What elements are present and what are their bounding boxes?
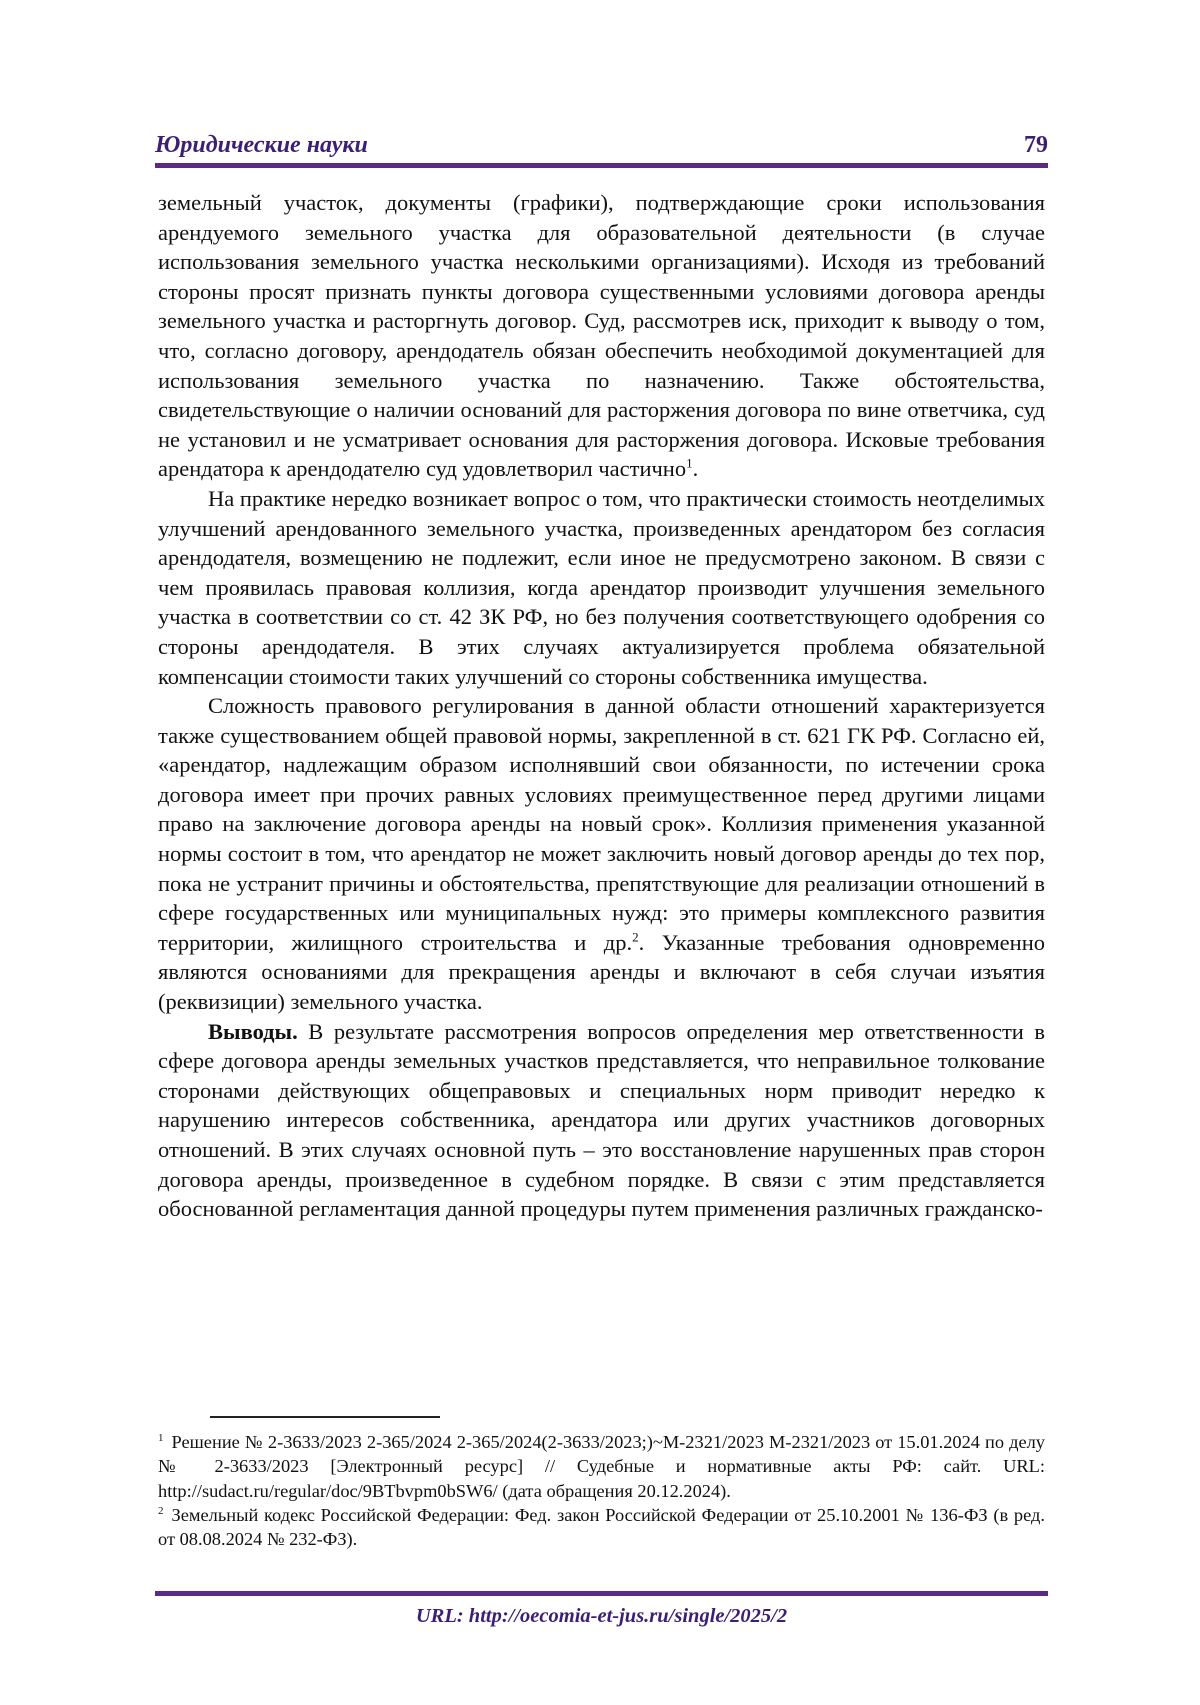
footnotes bbox=[158, 1430, 1045, 1551]
footer-url[interactable]: URL: http://oecomia-et-jus.ru/single/2025/2 bbox=[415, 1605, 788, 1627]
paragraph-3-text-b: . Указанные требования одновременно являются основаниями для прекращения аренды и включают в себя случаи изъятия (реквизиции) земельного участка. bbox=[158, 929, 1045, 1015]
footnote-ref-1[interactable]: 1 bbox=[686, 455, 693, 471]
paragraph-conclusions bbox=[158, 1017, 1045, 1224]
paragraph-1-text: земельный участок, документы (графики), подтверждающие сроки использования арендуемого земельного участка для образовательной деятельности (в случае использования земельного участка несколькими организациями). Исходя из требований стороны просят признать пункты договора существенными условиями договора аренды земельного участка и расторгнуть договор. Суд, рассмотрев иск, приходит к выводу о том, что, согласно договору, арендодатель обязан обеспечить необходимой документацией для использования земельного участка по назначению. Также обстоятельства, свидетельствующие о наличии оснований для расторжения договора по вине ответчика, суд не установил и не усматривает основания для расторжения договора. Исковые требования арендатора к арендодателю суд удовлетворил частично bbox=[158, 190, 1045, 482]
footer-rule bbox=[155, 1591, 1048, 1596]
running-head: Юридические науки bbox=[155, 132, 368, 158]
body-text bbox=[158, 188, 1045, 1224]
footnote-2-number: 2 bbox=[158, 1504, 164, 1517]
footnote-1 bbox=[158, 1430, 1045, 1503]
conclusions-lead: Выводы. bbox=[208, 1018, 298, 1044]
footnote-divider bbox=[210, 1416, 440, 1418]
footnote-2-text: Земельный кодекс Российской Федерации: Фед. закон Российской Федерации от 25.10.2001 № 136-ФЗ (в ред. от 08.08.2024 № 232-ФЗ). bbox=[158, 1504, 1045, 1550]
footnote-2 bbox=[158, 1503, 1045, 1552]
paragraph-1 bbox=[158, 188, 1045, 484]
header-rule bbox=[155, 163, 1048, 168]
paragraph-2: На практике нередко возникает вопрос о том, что практически стоимость неотделимых улучшений арендованного земельного участка, произведенных арендатором без согласия арендодателя, возмещению не подлежит, если иное не предусмотрено законом. В связи с чем проявилась правовая коллизия, когда арендатор производит улучшения земельного участка в соответствии со ст. 42 ЗК РФ, но без получения соответствующего одобрения со стороны арендодателя. В этих случаях актуализируется проблема обязательной компенсации стоимости таких улучшений со стороны собственника имущества. bbox=[158, 485, 1045, 689]
paragraph-3-text-a: Сложность правового регулирования в данной области отношений характеризуется также существованием общей правовой нормы, закрепленной в ст. 621 ГК РФ. Согласно ей, «арендатор, надлежащим образом исполнявший свои обязанности, по истечении срока договора имеет при прочих равных условиях преимущественное перед другими лицами право на заключение договора аренды на новый срок». Коллизия применения указанной нормы состоит в том, что арендатор не может заключить новый договор аренды до тех пор, пока не устранит причины и обстоятельства, препятствующие для реализации отношений в сфере государственных или муниципальных нужд: это примеры комплексного развития территории, жилищного строительства и др. bbox=[158, 693, 1045, 955]
footnote-1-text: Решение № 2-3633/2023 2-365/2024 2-365/2024(2-3633/2023;)~М-2321/2023 М-2321/2023 от 15.01.2024 по делу № 2-3633/2023 [Электронный ресурс] // Судебные и нормативные акты РФ: сайт. URL: http://sudact.ru/regular/doc/9BTbvpm0bSW6/ (дата обращения 20.12.2024). bbox=[158, 1432, 1045, 1501]
footnote-1-number: 1 bbox=[158, 1431, 164, 1444]
page-number: 79 bbox=[1024, 132, 1048, 158]
page-header bbox=[155, 128, 1048, 168]
conclusions-text: В результате рассмотрения вопросов определения мер ответственности в сфере договора аренды земельных участков представляется, что неправильное толкование сторонами действующих общеправовых и специальных норм приводит нередко к нарушению интересов собственника, арендатора или других участников договорных отношений. В этих случаях основной путь – это восстановление нарушенных прав сторон договора аренды, произведенное в судебном порядке. В связи с этим представляется обоснованной регламентация данной процедуры путем применения различных гражданско- bbox=[158, 1018, 1045, 1222]
paragraph-3 bbox=[158, 691, 1045, 1017]
footnote-ref-2[interactable]: 2 bbox=[632, 929, 639, 945]
paragraph-1-end: . bbox=[692, 456, 699, 482]
